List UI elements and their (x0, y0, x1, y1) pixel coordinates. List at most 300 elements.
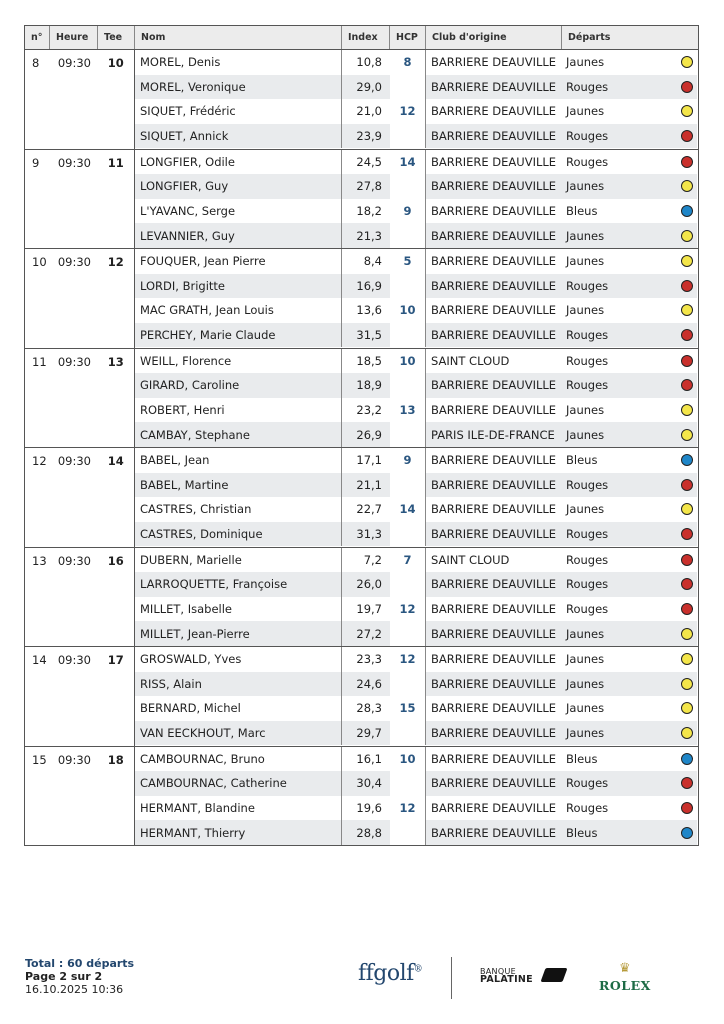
table-row (135, 199, 698, 224)
tee-color-dot-icon (681, 105, 693, 117)
player-club: BARRIERE DEAUVILLE (431, 701, 557, 716)
player-index: 29,7 (342, 721, 390, 746)
table-row (135, 99, 698, 124)
table-row (135, 672, 698, 697)
player-hcp (390, 223, 426, 248)
table-row (135, 621, 698, 646)
depart-label: Jaunes (566, 676, 605, 691)
table-row (135, 796, 698, 821)
player-name: LONGFIER, Guy (135, 174, 342, 199)
player-index: 18,2 (356, 203, 382, 218)
player-depart (562, 323, 697, 348)
player-index: 26,0 (342, 572, 390, 597)
table-row (135, 223, 698, 248)
tee-group (25, 448, 698, 548)
print-datetime: 16.10.2025 10:36 (25, 983, 124, 996)
table-row (135, 249, 698, 274)
group-meta (25, 647, 135, 746)
header-tee: Tee (98, 26, 135, 49)
tee-color-dot-icon (681, 379, 693, 391)
player-depart (562, 696, 697, 721)
group-number: 13 (32, 553, 47, 568)
tee-color-dot-icon (681, 603, 693, 615)
player-name: CAMBAY, Stephane (135, 422, 342, 447)
player-club: BARRIERE DEAUVILLE (426, 124, 562, 149)
tee-color-dot-icon (681, 528, 693, 540)
player-name: HERMANT, Thierry (135, 820, 342, 845)
player-hcp: 7 (390, 548, 426, 573)
group-time: 09:30 (57, 553, 91, 568)
table-row (135, 398, 698, 423)
player-depart (562, 621, 697, 646)
depart-label: Jaunes (566, 502, 605, 517)
player-name: MOREL, Denis (135, 50, 342, 75)
depart-label: Jaunes (566, 228, 605, 243)
tee-color-dot-icon (681, 280, 693, 292)
player-index: 28,3 (356, 701, 382, 716)
player-name: LONGFIER, Odile (135, 150, 342, 175)
player-depart (562, 473, 697, 498)
depart-label: Rouges (566, 552, 609, 567)
tee-group (25, 50, 698, 150)
group-players (135, 448, 698, 547)
player-name: CASTRES, Dominique (135, 522, 342, 547)
group-time: 09:30 (57, 653, 91, 667)
player-index: 27,8 (342, 174, 390, 199)
header-nom: Nom (135, 26, 342, 49)
header-club: Club d'origine (426, 26, 562, 49)
group-players (135, 50, 698, 149)
group-meta (25, 50, 135, 149)
player-club: BARRIERE DEAUVILLE (431, 154, 557, 169)
player-depart (562, 349, 697, 374)
player-index: 18,9 (342, 373, 390, 398)
player-index: 21,3 (342, 223, 390, 248)
player-hcp: 10 (390, 298, 426, 323)
player-club: BARRIERE DEAUVILLE (431, 55, 557, 70)
player-club: BARRIERE DEAUVILLE (426, 621, 562, 646)
player-index: 8,4 (363, 254, 382, 269)
table-row (135, 771, 698, 796)
table-row (135, 150, 698, 175)
table-row (135, 548, 698, 573)
player-club: BARRIERE DEAUVILLE (431, 453, 557, 468)
player-depart (562, 721, 697, 746)
table-row (135, 174, 698, 199)
player-name: DUBERN, Marielle (135, 548, 342, 573)
player-depart (562, 373, 697, 398)
header-heure: Heure (50, 26, 98, 49)
player-name: CAMBOURNAC, Bruno (135, 747, 342, 772)
player-depart (562, 497, 697, 522)
tee-color-dot-icon (681, 454, 693, 466)
player-depart (562, 820, 697, 845)
table-row (135, 323, 698, 348)
table-row (135, 124, 698, 149)
player-hcp (390, 672, 426, 697)
player-depart (562, 50, 697, 75)
table-row (135, 473, 698, 498)
tee-color-dot-icon (681, 628, 693, 640)
player-club: BARRIERE DEAUVILLE (431, 104, 557, 119)
player-club: BARRIERE DEAUVILLE (431, 800, 557, 815)
player-index: 26,9 (342, 422, 390, 447)
player-depart (562, 548, 697, 573)
tee-color-dot-icon (681, 702, 693, 714)
group-tee: 11 (107, 155, 124, 170)
group-players (135, 548, 698, 647)
tee-color-dot-icon (681, 777, 693, 789)
player-depart (562, 672, 697, 697)
table-row (135, 721, 698, 746)
tee-color-dot-icon (681, 429, 693, 441)
group-number: 14 (32, 653, 47, 667)
depart-label: Jaunes (566, 701, 605, 716)
table-row (135, 349, 698, 374)
table-header (25, 26, 698, 50)
tee-color-dot-icon (681, 81, 693, 93)
group-players (135, 150, 698, 249)
depart-label: Jaunes (566, 427, 605, 442)
player-hcp (390, 473, 426, 498)
player-index: 23,9 (342, 124, 390, 149)
table-row (135, 373, 698, 398)
player-index: 31,5 (342, 323, 390, 348)
tee-color-dot-icon (681, 678, 693, 690)
group-players (135, 349, 698, 448)
depart-label: Bleus (566, 453, 598, 468)
group-players (135, 249, 698, 348)
player-club: BARRIERE DEAUVILLE (426, 473, 562, 498)
player-club: BARRIERE DEAUVILLE (431, 751, 557, 766)
header-hcp: HCP (390, 26, 426, 49)
depart-label: Bleus (566, 825, 598, 840)
player-depart (562, 75, 697, 100)
player-hcp: 15 (390, 696, 426, 721)
player-hcp: 9 (390, 199, 426, 224)
depart-label: Rouges (566, 527, 609, 542)
group-time: 09:30 (57, 255, 91, 269)
tee-group (25, 349, 698, 449)
player-hcp (390, 721, 426, 746)
player-club: BARRIERE DEAUVILLE (426, 522, 562, 547)
tee-color-dot-icon (681, 727, 693, 739)
player-hcp (390, 75, 426, 100)
player-name: PERCHEY, Marie Claude (135, 323, 342, 348)
tee-color-dot-icon (681, 578, 693, 590)
player-depart (562, 174, 697, 199)
player-hcp (390, 274, 426, 299)
player-name: WEILL, Florence (135, 349, 342, 374)
player-hcp: 14 (390, 497, 426, 522)
player-hcp (390, 621, 426, 646)
player-club: SAINT CLOUD (431, 353, 510, 368)
group-meta (25, 448, 135, 547)
group-players (135, 647, 698, 746)
table-row (135, 448, 698, 473)
player-index: 24,5 (356, 154, 382, 169)
tee-group (25, 747, 698, 846)
depart-label: Jaunes (566, 254, 605, 269)
player-name: LORDI, Brigitte (135, 274, 342, 299)
group-number: 10 (32, 255, 47, 269)
player-name: HERMANT, Blandine (135, 796, 342, 821)
group-time: 09:30 (57, 454, 91, 468)
tee-group (25, 548, 698, 648)
tee-color-dot-icon (681, 355, 693, 367)
player-name: BERNARD, Michel (135, 696, 342, 721)
player-hcp (390, 572, 426, 597)
depart-label: Rouges (566, 378, 609, 393)
player-name: ROBERT, Henri (135, 398, 342, 423)
sponsor-logos (358, 955, 658, 1005)
rolex-crown-icon: ♛ (619, 961, 631, 976)
tee-color-dot-icon (681, 329, 693, 341)
player-hcp: 5 (390, 249, 426, 274)
player-name: LEVANNIER, Guy (135, 223, 342, 248)
player-index: 29,0 (342, 75, 390, 100)
tee-color-dot-icon (681, 802, 693, 814)
player-hcp (390, 323, 426, 348)
player-name: MAC GRATH, Jean Louis (135, 298, 342, 323)
player-club: PARIS ILE-DE-FRANCE (426, 422, 562, 447)
player-hcp (390, 373, 426, 398)
player-club: BARRIERE DEAUVILLE (431, 203, 557, 218)
player-name: SIQUET, Frédéric (135, 99, 342, 124)
player-club: BARRIERE DEAUVILLE (431, 402, 557, 417)
player-index: 16,9 (342, 274, 390, 299)
table-row (135, 696, 698, 721)
table-row (135, 497, 698, 522)
header-departs: Départs (568, 32, 611, 43)
player-index: 23,3 (356, 652, 382, 667)
player-depart (562, 448, 697, 473)
player-depart (562, 422, 697, 447)
tee-color-dot-icon (681, 180, 693, 192)
player-index: 28,8 (342, 820, 390, 845)
depart-label: Bleus (566, 751, 598, 766)
player-index: 7,2 (363, 552, 382, 567)
player-depart (562, 274, 697, 299)
table-row (135, 647, 698, 672)
group-tee: 17 (107, 653, 124, 667)
group-tee: 12 (107, 255, 124, 269)
depart-label: Rouges (566, 353, 609, 368)
player-club: BARRIERE DEAUVILLE (426, 223, 562, 248)
player-name: FOUQUER, Jean Pierre (135, 249, 342, 274)
player-name: RISS, Alain (135, 672, 342, 697)
player-index: 27,2 (342, 621, 390, 646)
tee-color-dot-icon (681, 479, 693, 491)
depart-label: Rouges (566, 577, 609, 592)
player-name: GROSWALD, Yves (135, 647, 342, 672)
tee-group (25, 249, 698, 349)
player-club: BARRIERE DEAUVILLE (426, 672, 562, 697)
player-hcp (390, 124, 426, 149)
depart-label: Rouges (566, 129, 609, 144)
tee-color-dot-icon (681, 130, 693, 142)
tee-color-dot-icon (681, 205, 693, 217)
player-name: BABEL, Martine (135, 473, 342, 498)
player-club: BARRIERE DEAUVILLE (426, 820, 562, 845)
player-club: BARRIERE DEAUVILLE (426, 771, 562, 796)
tee-group (25, 647, 698, 747)
player-name: CASTRES, Christian (135, 497, 342, 522)
tee-color-dot-icon (681, 156, 693, 168)
player-hcp: 10 (390, 747, 426, 772)
group-time: 09:30 (57, 56, 91, 70)
tee-group (25, 150, 698, 250)
group-tee: 16 (107, 553, 124, 568)
table-row (135, 422, 698, 447)
player-depart (562, 572, 697, 597)
player-hcp (390, 174, 426, 199)
player-club: BARRIERE DEAUVILLE (426, 373, 562, 398)
player-index: 23,2 (356, 402, 382, 417)
player-depart (562, 150, 697, 175)
tee-color-dot-icon (681, 753, 693, 765)
player-index: 19,6 (356, 800, 382, 815)
logo-divider (451, 957, 452, 999)
player-index: 19,7 (356, 601, 382, 616)
player-name: L'YAVANC, Serge (135, 199, 342, 224)
depart-label: Jaunes (566, 652, 605, 667)
depart-label: Rouges (566, 776, 609, 791)
group-meta (25, 349, 135, 448)
player-club: BARRIERE DEAUVILLE (426, 274, 562, 299)
player-hcp: 9 (390, 448, 426, 473)
player-name: MILLET, Jean-Pierre (135, 621, 342, 646)
player-depart (562, 398, 697, 423)
rolex-logo: ROLEX (599, 978, 651, 993)
depart-label: Jaunes (566, 179, 605, 194)
player-depart (562, 199, 697, 224)
player-depart (562, 522, 697, 547)
player-club: BARRIERE DEAUVILLE (431, 601, 557, 616)
depart-label: Jaunes (566, 55, 605, 70)
player-index: 21,1 (342, 473, 390, 498)
banque-palatine-mark-icon (540, 968, 567, 982)
player-name: VAN EECKHOUT, Marc (135, 721, 342, 746)
player-hcp (390, 422, 426, 447)
depart-label: Rouges (566, 601, 609, 616)
depart-label: Rouges (566, 328, 609, 343)
player-depart (562, 124, 697, 149)
group-time: 09:30 (57, 155, 91, 170)
player-hcp (390, 522, 426, 547)
group-tee: 18 (107, 752, 124, 767)
player-depart (562, 99, 697, 124)
player-hcp: 13 (390, 398, 426, 423)
tee-color-dot-icon (681, 56, 693, 68)
player-depart (562, 298, 697, 323)
tee-color-dot-icon (681, 304, 693, 316)
player-hcp: 14 (390, 150, 426, 175)
depart-label: Jaunes (566, 726, 605, 741)
ffgolf-logo (358, 961, 422, 986)
header-index: Index (342, 26, 390, 49)
player-club: BARRIERE DEAUVILLE (426, 75, 562, 100)
depart-label: Rouges (566, 278, 609, 293)
player-club: SAINT CLOUD (431, 552, 510, 567)
total-departs: Total : 60 départs (25, 957, 135, 970)
player-hcp: 12 (390, 99, 426, 124)
page-number: Page 2 sur 2 (25, 970, 103, 983)
tee-color-dot-icon (681, 503, 693, 515)
depart-label: Rouges (566, 477, 609, 492)
depart-label: Rouges (566, 79, 609, 94)
group-tee: 13 (107, 354, 124, 369)
depart-label: Rouges (566, 154, 609, 169)
player-name: CAMBOURNAC, Catherine (135, 771, 342, 796)
ffgolf-mark-icon: ® (413, 964, 423, 975)
player-club: BARRIERE DEAUVILLE (426, 323, 562, 348)
group-tee: 10 (107, 56, 124, 70)
player-name: MOREL, Veronique (135, 75, 342, 100)
player-club: BARRIERE DEAUVILLE (426, 174, 562, 199)
player-depart (562, 597, 697, 622)
player-index: 13,6 (356, 303, 382, 318)
ffgolf-text: ffgolf (358, 961, 414, 986)
table-row (135, 572, 698, 597)
player-depart (562, 771, 697, 796)
table-row (135, 298, 698, 323)
player-hcp: 12 (390, 597, 426, 622)
group-tee: 14 (107, 454, 124, 468)
depart-label: Jaunes (566, 303, 605, 318)
group-meta (25, 249, 135, 348)
player-index: 22,7 (356, 502, 382, 517)
player-club: BARRIERE DEAUVILLE (431, 303, 557, 318)
table-row (135, 50, 698, 75)
table-row (135, 522, 698, 547)
player-club: BARRIERE DEAUVILLE (431, 502, 557, 517)
group-meta (25, 548, 135, 647)
player-club: BARRIERE DEAUVILLE (431, 652, 557, 667)
tee-color-dot-icon (681, 230, 693, 242)
player-name: MILLET, Isabelle (135, 597, 342, 622)
group-meta (25, 747, 135, 846)
player-hcp: 12 (390, 796, 426, 821)
player-hcp: 8 (390, 50, 426, 75)
group-number: 12 (32, 454, 47, 468)
tee-color-dot-icon (681, 827, 693, 839)
group-number: 11 (32, 354, 47, 369)
group-number: 8 (32, 56, 40, 70)
tee-times-table (24, 25, 699, 846)
player-depart (562, 796, 697, 821)
table-body (25, 50, 698, 845)
table-row (135, 597, 698, 622)
player-name: LARROQUETTE, Françoise (135, 572, 342, 597)
player-index: 31,3 (342, 522, 390, 547)
player-club: BARRIERE DEAUVILLE (431, 254, 557, 269)
player-index: 30,4 (342, 771, 390, 796)
player-index: 10,8 (356, 55, 382, 70)
player-hcp (390, 771, 426, 796)
player-index: 18,5 (356, 353, 382, 368)
player-index: 17,1 (356, 453, 382, 468)
player-index: 21,0 (356, 104, 382, 119)
player-depart (562, 249, 697, 274)
banque-line1: BANQUE (480, 967, 516, 976)
table-row (135, 75, 698, 100)
group-number: 9 (32, 155, 40, 170)
player-depart (562, 647, 697, 672)
banque-palatine-logo (480, 968, 533, 984)
depart-label: Bleus (566, 203, 598, 218)
player-club: BARRIERE DEAUVILLE (426, 721, 562, 746)
